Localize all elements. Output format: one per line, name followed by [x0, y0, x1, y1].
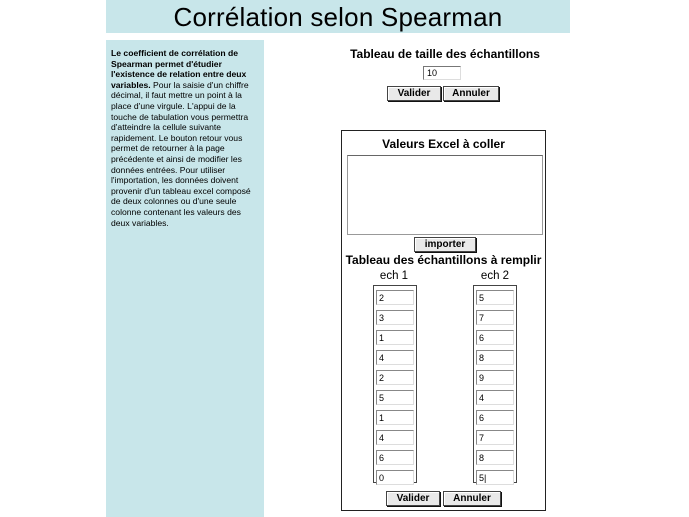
ech1-cell[interactable]: 1 [376, 330, 414, 345]
help-sidebar [106, 40, 264, 517]
ech1-cell[interactable]: 0 [376, 470, 414, 485]
ech1-column [373, 285, 417, 483]
ech1-cell[interactable]: 2 [376, 290, 414, 305]
ech1-cell[interactable]: 6 [376, 450, 414, 465]
ech1-cell[interactable]: 3 [376, 310, 414, 325]
ech1-cell[interactable]: 4 [376, 350, 414, 365]
samples-table-title: Tableau des échantillons à remplir [345, 253, 542, 267]
ech1-cell[interactable]: 4 [376, 430, 414, 445]
help-text [106, 40, 264, 228]
ech2-cell[interactable]: 9 [476, 370, 514, 385]
ech2-cell[interactable]: 6 [476, 330, 514, 345]
col-header-ech1: ech 1 [379, 270, 409, 282]
import-button[interactable]: importer [414, 237, 476, 252]
ech2-cell[interactable]: 6 [476, 410, 514, 425]
excel-paste-textarea[interactable] [347, 155, 543, 235]
ech2-column [473, 285, 517, 483]
samples-cancel-button[interactable]: Annuler [443, 491, 501, 506]
sample-size-title: Tableau de taille des échantillons [350, 47, 540, 61]
help-text-body: Pour la saisie d'un chiffre décimal, il faut mettre un point à la place d'une virgule. L'appui de la touche de tabulation vous permettra d'atteindre la cellule suivante rapidement. Le bouton retour vous permet de retourner à la page précédente et ainsi de modifier les données entrées. Pour utiliser l'importation, les données doivent provenir d'un tableau excel composé de deux colonnes ou d'une seule colonne contenant les valeurs des deux variables. [111, 79, 251, 228]
ech2-cell[interactable]: 5 [476, 290, 514, 305]
col-header-ech2: ech 2 [480, 270, 510, 282]
samples-validate-button[interactable]: Valider [386, 491, 440, 506]
excel-panel [341, 130, 546, 511]
ech2-cell[interactable]: 8 [476, 350, 514, 365]
ech2-cell[interactable]: 7 [476, 430, 514, 445]
sample-size-input[interactable]: 10 [423, 66, 461, 80]
ech1-cell[interactable]: 2 [376, 370, 414, 385]
ech1-cell[interactable]: 1 [376, 410, 414, 425]
page-title: Corrélation selon Spearman [173, 2, 503, 32]
ech1-cell[interactable]: 5 [376, 390, 414, 405]
page-header [106, 0, 570, 33]
size-validate-button[interactable]: Valider [387, 86, 441, 101]
ech2-cell[interactable]: 7 [476, 310, 514, 325]
excel-paste-title: Valeurs Excel à coller [382, 137, 505, 151]
ech2-cell[interactable]: 5| [476, 470, 514, 485]
size-cancel-button[interactable]: Annuler [443, 86, 499, 101]
ech2-cell[interactable]: 8 [476, 450, 514, 465]
help-text-bold: Le coefficient de corrélation de Spearman permet d'étudier l'existence de relation entre deux variables. [111, 48, 247, 90]
ech2-cell[interactable]: 4 [476, 390, 514, 405]
